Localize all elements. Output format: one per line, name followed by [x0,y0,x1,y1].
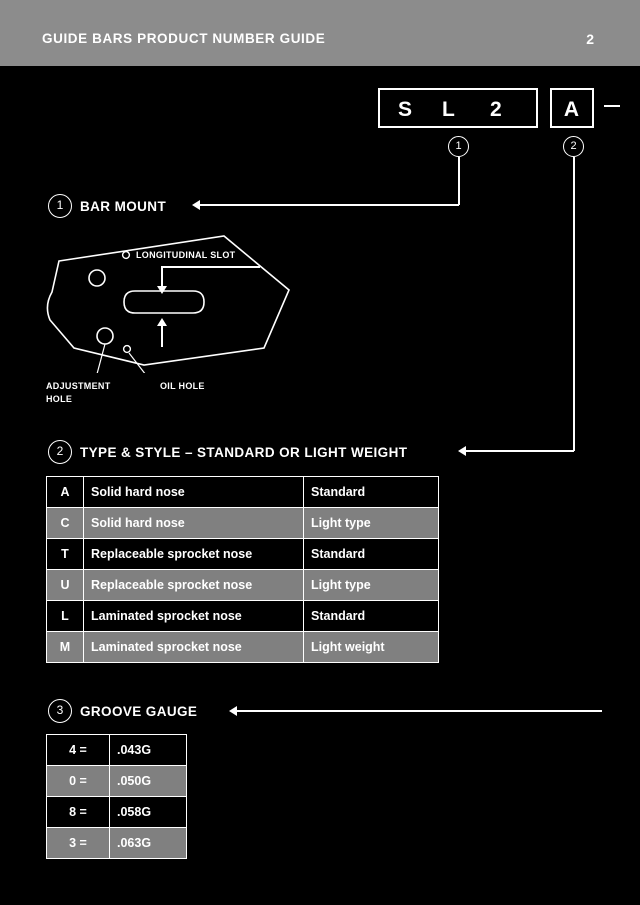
type-desc: Solid hard nose [84,477,304,508]
mount-hole-upper [89,270,105,286]
gauge-code: 0 = [47,766,110,797]
table-row [47,601,439,632]
type-code: U [47,570,84,601]
slot-arrow-upper-stem [161,266,163,288]
code-char-4: A [563,98,581,121]
connector-2-vertical [573,157,575,451]
type-kind: Standard [304,477,439,508]
connector-3-arrow [229,706,237,716]
type-kind: Light type [304,570,439,601]
code-dash-separator [604,105,620,107]
type-kind: Light type [304,508,439,539]
gauge-code: 3 = [47,828,110,859]
oil-hole-circle [124,346,131,353]
gauge-value: .043G [110,735,187,766]
slot-arrow-lower-stem [161,325,163,347]
table-row [47,766,187,797]
table-row [47,508,439,539]
connector-1-horizontal [200,204,459,206]
label-adjustment-hole-line1: ADJUSTMENT [46,381,111,391]
connector-1-vertical [458,157,460,205]
connector-2-arrow [458,446,466,456]
table-row [47,797,187,828]
type-kind: Light weight [304,632,439,663]
slot-label-underline [162,266,260,268]
type-kind: Standard [304,601,439,632]
connector-2-horizontal [466,450,574,452]
slot-arrow-up [157,318,167,326]
type-style-table [46,476,439,663]
slot-arrow-down [157,286,167,294]
label-oil-hole: OIL HOLE [160,381,205,391]
code-char-3: 2 [490,98,502,121]
label-longitudinal-slot: LONGITUDINAL SLOT [136,250,236,260]
section-badge-3: 3 [48,699,72,723]
section-title-bar-mount: BAR MOUNT [80,199,167,214]
code-box-group-1 [378,88,538,128]
label-adjustment-hole-line2: HOLE [46,394,73,404]
groove-gauge-table [46,734,187,859]
type-desc: Replaceable sprocket nose [84,570,304,601]
table-row [47,632,439,663]
page-number: 2 [586,31,594,47]
type-code: M [47,632,84,663]
type-desc: Laminated sprocket nose [84,632,304,663]
gauge-value: .063G [110,828,187,859]
table-row [47,477,439,508]
section-badge-1: 1 [48,194,72,218]
code-char-2: L [442,98,455,121]
type-code: L [47,601,84,632]
adjustment-hole-circle [97,328,113,344]
type-kind: Standard [304,539,439,570]
longitudinal-slot-shape [124,291,204,313]
gauge-code: 4 = [47,735,110,766]
adjustment-hole-leader [97,344,105,373]
table-row [47,828,187,859]
type-desc: Laminated sprocket nose [84,601,304,632]
code-char-1: S [398,98,413,121]
table-row [47,570,439,601]
table-row [47,735,187,766]
section-title-groove-gauge: GROOVE GAUGE [80,704,198,719]
page-header-band [0,0,640,66]
connector-3-horizontal [237,710,602,712]
callout-badge-2: 2 [563,136,584,157]
type-desc: Solid hard nose [84,508,304,539]
page-title: GUIDE BARS PRODUCT NUMBER GUIDE [42,31,326,46]
table-row [47,539,439,570]
code-box-group-2 [550,88,594,128]
type-code: C [47,508,84,539]
type-code: T [47,539,84,570]
type-code: A [47,477,84,508]
section-title-type-style: TYPE & STYLE – STANDARD OR LIGHT WEIGHT [80,445,408,460]
callout-badge-1: 1 [448,136,469,157]
gauge-value: .058G [110,797,187,828]
type-desc: Replaceable sprocket nose [84,539,304,570]
gauge-code: 8 = [47,797,110,828]
small-top-hole [123,252,130,259]
connector-1-arrow [192,200,200,210]
gauge-value: .050G [110,766,187,797]
section-badge-2: 2 [48,440,72,464]
